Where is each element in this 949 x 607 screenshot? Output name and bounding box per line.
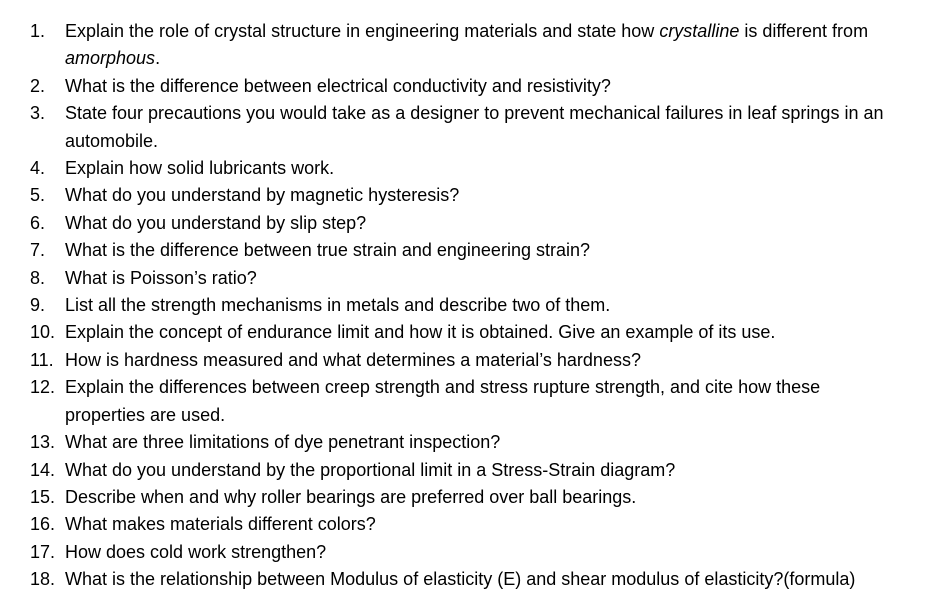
question-text: What is Poisson’s ratio? (65, 267, 257, 288)
question-text: State four precautions you would take as a designer to prevent mechanical failures in leaf springs in an (65, 103, 884, 124)
question-text: List all the strength mechanisms in metals and describe two of them. (65, 295, 611, 316)
question-number: 3. (30, 103, 46, 124)
question-item (0, 484, 949, 511)
question-number: 1. (30, 21, 46, 41)
question-text: . (155, 48, 161, 69)
question-item (0, 155, 949, 182)
question-list (0, 18, 949, 594)
question-item (0, 292, 949, 319)
question-item (0, 18, 949, 73)
question-text: Explain the concept of endurance limit and how it is obtained. Give an example of its use. (65, 322, 776, 343)
question-number: 13. (30, 432, 56, 453)
question-text: is different from (739, 21, 869, 41)
question-text: What do you understand by slip step? (65, 212, 367, 233)
question-text-continued: properties are used. (65, 404, 226, 425)
question-item (0, 511, 949, 538)
question-number: 9. (30, 295, 46, 316)
question-number: 8. (30, 267, 46, 288)
question-number: 11. (30, 349, 54, 370)
question-number: 14. (30, 459, 56, 480)
question-item (0, 457, 949, 484)
question-item (0, 210, 949, 237)
question-item (0, 237, 949, 264)
question-text: Explain the role of crystal structure in engineering materials and state how (65, 21, 660, 41)
question-number: 17. (30, 541, 56, 562)
question-number: 15. (30, 486, 56, 507)
question-item (0, 100, 949, 155)
question-item (0, 319, 949, 346)
question-item (0, 347, 949, 374)
question-item (0, 73, 949, 100)
question-emphasis: amorphous (65, 48, 156, 69)
question-text: How does cold work strengthen? (65, 541, 327, 562)
question-text: How is hardness measured and what determines a material’s hardness? (65, 349, 641, 370)
question-item (0, 566, 949, 593)
question-number: 2. (30, 75, 46, 96)
question-text: Describe when and why roller bearings are preferred over ball bearings. (65, 486, 637, 507)
question-text: What do you understand by magnetic hysteresis? (65, 185, 460, 206)
question-number: 18. (30, 569, 56, 590)
question-text: What are three limitations of dye penetrant inspection? (65, 432, 501, 453)
question-item (0, 539, 949, 566)
question-text-continued: automobile. (65, 130, 159, 151)
question-text: What makes materials different colors? (65, 514, 376, 535)
question-item (0, 265, 949, 292)
question-text: Explain how solid lubricants work. (65, 158, 335, 179)
question-number: 7. (30, 240, 46, 261)
question-number: 6. (30, 212, 46, 233)
question-number: 4. (30, 158, 46, 179)
question-number: 5. (30, 185, 46, 206)
question-number: 12. (30, 377, 56, 398)
question-number: 16. (30, 514, 56, 535)
question-text: What is the relationship between Modulus of elasticity (E) and shear modulus of elasticity?(formula) (65, 569, 856, 590)
question-item (0, 429, 949, 456)
question-text: What is the difference between electrical conductivity and resistivity? (65, 75, 611, 96)
question-text: Explain the differences between creep strength and stress rupture strength, and cite how these (65, 377, 821, 398)
question-text: What do you understand by the proportional limit in a Stress-Strain diagram? (65, 459, 676, 480)
question-text: What is the difference between true strain and engineering strain? (65, 240, 590, 261)
question-item (0, 374, 949, 429)
question-item (0, 182, 949, 209)
question-emphasis: crystalline (659, 21, 740, 41)
question-number: 10. (30, 322, 56, 343)
